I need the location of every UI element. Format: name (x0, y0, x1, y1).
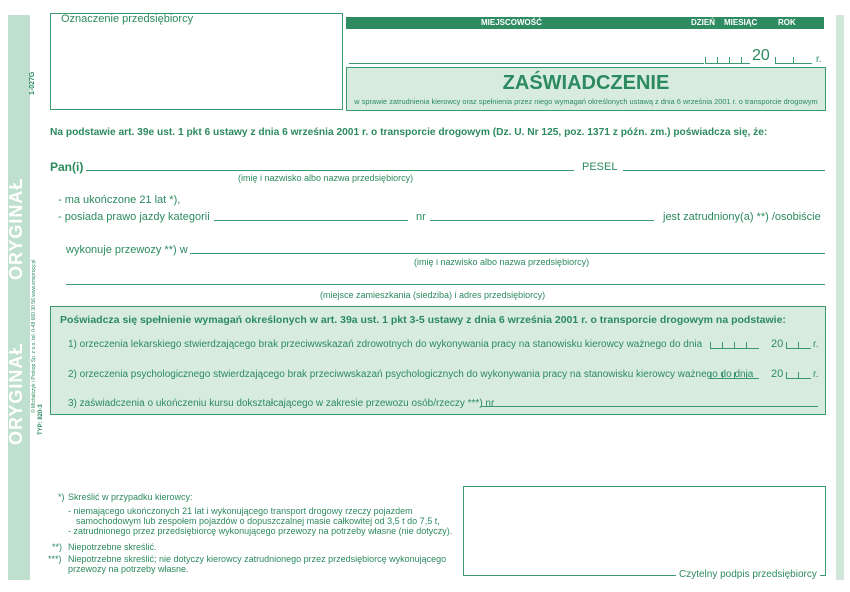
requirements-heading: Poświadcza się spełnienie wymagań określonych w art. 39a ust. 1 pkt 3-5 ustawy z dnia 6 września 2001 r. o transporcie drogowym na podstawie: (60, 314, 786, 326)
req2-year-prefix: 20 (771, 368, 784, 380)
note1-mark: *) (58, 492, 65, 502)
original-label-2: ORYGINAŁ (6, 342, 26, 445)
note1-c: - zatrudnionego przez przedsiębiorcę wykonującego przewozy na potrzeby własne (nie dotyczy). (68, 526, 453, 536)
note1-text: Skreślić w przypadku kierowcy: (68, 492, 193, 502)
publisher-info: © Michalczyk i Prokop Sp. z o.o. tel. 0-48 660 30 56 www.emiprocy.pl (31, 259, 37, 413)
requirements-box (50, 306, 826, 415)
form-type: TYP: 820-3 (38, 404, 44, 435)
address-hint: (miejsce zamieszkania (siedziba) i adres przedsiębiorcy) (320, 290, 546, 300)
license-number-line[interactable] (430, 220, 654, 221)
place-label: MIEJSCOWOŚĆ (481, 18, 542, 27)
pan-label: Pan(i) (50, 160, 84, 174)
title-box (346, 67, 826, 111)
pesel-label: PESEL (582, 161, 618, 173)
month-label: MIESIĄC (724, 18, 758, 27)
address-input-line[interactable] (66, 284, 825, 285)
license-label: - posiada prawo jazdy kategorii (58, 211, 210, 223)
course-number-line[interactable] (481, 406, 818, 407)
requirement-2: 2) orzeczenia psychologicznego stwierdzającego brak przeciwwskazań psychologicznych do wykonywania pracy na stanowisku kierowcy ważnego do dnia (68, 369, 754, 380)
req1-year-suffix: r. (813, 339, 819, 350)
age-line: - ma ukończone 21 lat *), (58, 194, 181, 206)
original-label-1: ORYGINAŁ (6, 177, 26, 280)
req2-year-suffix: r. (813, 369, 819, 380)
company-label: Oznaczenie przedsiębiorcy (61, 13, 194, 25)
req1-month-2[interactable] (746, 342, 759, 349)
year-seg-1[interactable] (775, 57, 794, 64)
document-title: ZAŚWIADCZENIE (502, 72, 670, 94)
pesel-input-line[interactable] (623, 170, 825, 171)
license-category-line[interactable] (214, 220, 408, 221)
req2-year-2[interactable] (798, 372, 811, 379)
side-band (8, 15, 30, 580)
name-hint: (imię i nazwisko albo nazwa przedsiębiorcy) (238, 173, 414, 183)
signature-label: Czytelny podpis przedsiębiorcy (676, 569, 820, 580)
year-prefix: 20 (752, 47, 770, 64)
requirement-1: 1) orzeczenia lekarskiego stwierdzającego brak przeciwwskazań zdrowotnych do wykonywania pracy na stanowisku kierowcy ważnego do dnia (68, 339, 703, 350)
req1-year-prefix: 20 (771, 338, 784, 350)
year-label: ROK (778, 18, 796, 27)
document-subtitle: w sprawie zatrudnienia kierowcy oraz spełnienia przez niego wymagań określonych ustawą z dnia 6 września 2001 r. o transporcie drogowym (354, 97, 818, 106)
note2-text: Niepotrzebne skreślić. (68, 542, 157, 552)
year-seg-2[interactable] (793, 57, 812, 64)
side-strip (0, 15, 44, 580)
right-strip (836, 15, 844, 580)
note3-mark: ***) (48, 554, 62, 564)
note1-a: - niemającego ukończonych 21 lat i wykonującego transport drogowy rzeczy pojazdem (68, 506, 413, 516)
place-input-line[interactable] (349, 63, 704, 64)
header-bar (346, 17, 824, 29)
req2-month-2[interactable] (746, 372, 759, 379)
req1-year-2[interactable] (798, 342, 811, 349)
employed-label: jest zatrudniony(a) **) /osobiście (663, 211, 821, 223)
name-hint-2: (imię i nazwisko albo nazwa przedsiębiorcy) (414, 257, 590, 267)
legal-basis: Na podstawie art. 39e ust. 1 pkt 6 ustawy z dnia 6 września 2001 r. o transporcie drogowym (Dz. U. Nr 125, poz. 1371 z późn. zm.) poświadcza się, że: (50, 127, 768, 138)
day-label: DZIEŃ (691, 18, 715, 27)
transport-input-line[interactable] (190, 253, 825, 254)
form-code: 1-027G (29, 71, 36, 95)
year-suffix: r. (816, 54, 822, 65)
note3-text: Niepotrzebne skreślić; nie dotyczy kierowcy zatrudnionego przez przedsiębiorcę wykonującego (68, 554, 447, 564)
note3-text2: przewozy na potrzeby własne. (68, 564, 189, 574)
transport-label: wykonuje przewozy **) w (66, 244, 188, 256)
company-box[interactable] (50, 13, 343, 110)
month-seg-2[interactable] (741, 57, 750, 64)
requirement-3: 3) zaświadczenia o ukończeniu kursu dokształcającego w zakresie przewozu osób/rzeczy ***) nr (68, 398, 495, 409)
note2-mark: **) (52, 542, 63, 552)
nr-label: nr (416, 211, 426, 223)
pan-input-line[interactable] (86, 170, 574, 171)
note1-b: samochodowym lub zespołem pojazdów o dopuszczalnej masie całkowitej od 3,5 t do 7,5 t, (76, 516, 440, 526)
signature-box[interactable] (463, 486, 826, 580)
